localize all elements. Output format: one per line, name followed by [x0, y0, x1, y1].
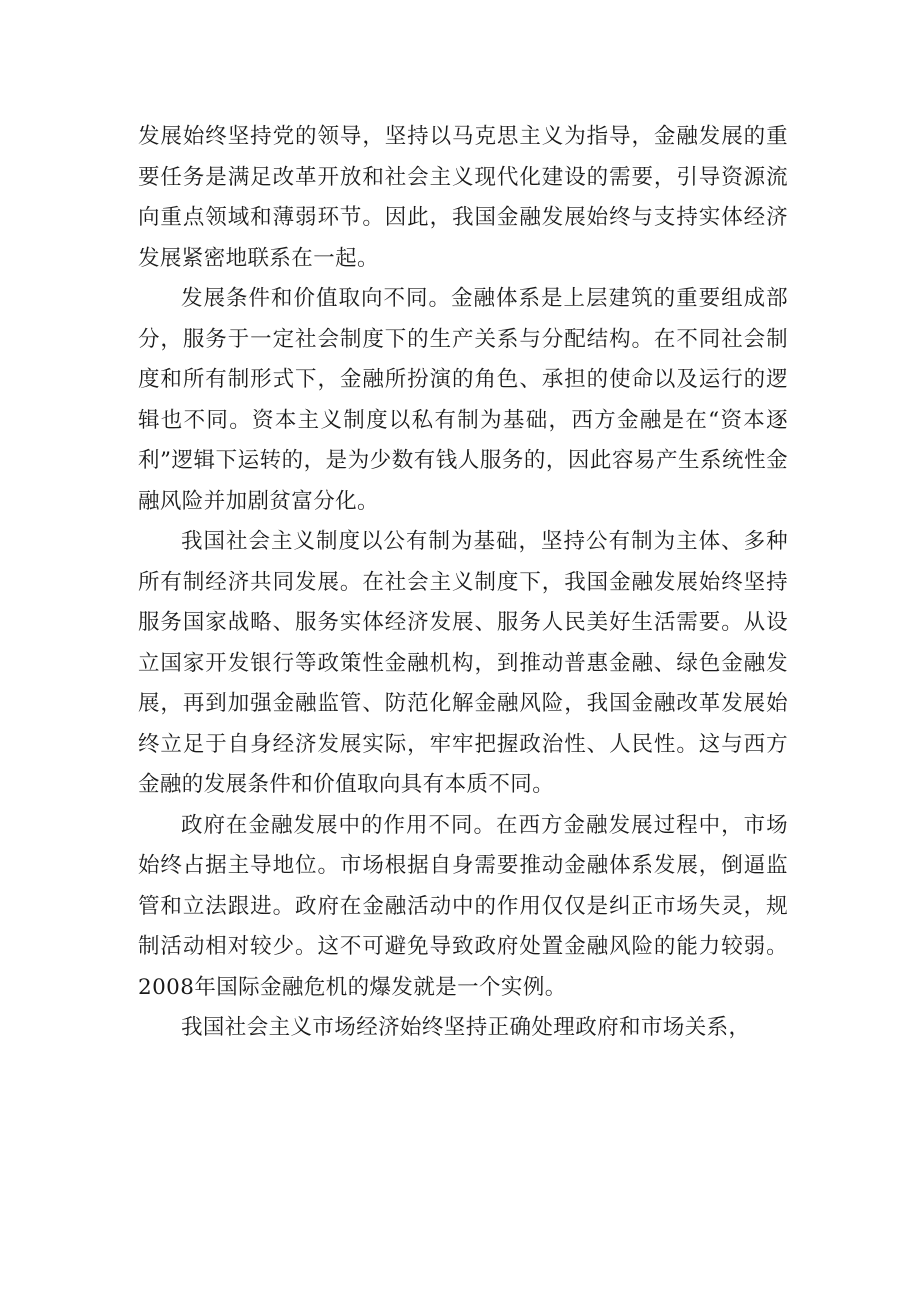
document-body: [138, 117, 788, 1049]
paragraph-1: 发展始终坚持党的领导，坚持以马克思主义为指导，金融发展的重要任务是满足改革开放和社会主义现代化建设的需要，引导资源流向重点领域和薄弱环节。因此，我国金融发展始终与支持实体经济发展紧密地联系在一起。: [138, 124, 788, 271]
paragraph-5: 我国社会主义市场经济始终坚持正确处理政府和市场关系，: [181, 1015, 751, 1040]
paragraph-4: 政府在金融发展中的作用不同。在西方金融发展过程中，市场始终占据主导地位。市场根据自身需要推动金融体系发展，倒逼监管和立法跟进。政府在金融活动中的作用仅仅是纠正市场失灵，规制活动相对较少。这不可避免导致政府处置金融风险的能力较弱。2008年国际金融危机的爆发就是一个实例。: [138, 812, 788, 1000]
paragraph-3: 我国社会主义制度以公有制为基础，坚持公有制为主体、多种所有制经济共同发展。在社会主义制度下，我国金融发展始终坚持服务国家战略、服务实体经济发展、服务人民美好生活需要。从设立国家开发银行等政策性金融机构，到推动普惠金融、绿色金融发展，再到加强金融监管、防范化解金融风险，我国金融改革发展始终立足于自身经济发展实际，牢牢把握政治性、人民性。这与西方金融的发展条件和价值取向具有本质不同。: [138, 529, 788, 797]
paragraph-2: 发展条件和价值取向不同。金融体系是上层建筑的重要组成部分，服务于一定社会制度下的生产关系与分配结构。在不同社会制度和所有制形式下，金融所扮演的角色、承担的使命以及运行的逻辑也不同。资本主义制度以私有制为基础，西方金融是在“资本逐利”逻辑下运转的，是为少数有钱人服务的，因此容易产生系统性金融风险并加剧贫富分化。: [138, 286, 788, 514]
